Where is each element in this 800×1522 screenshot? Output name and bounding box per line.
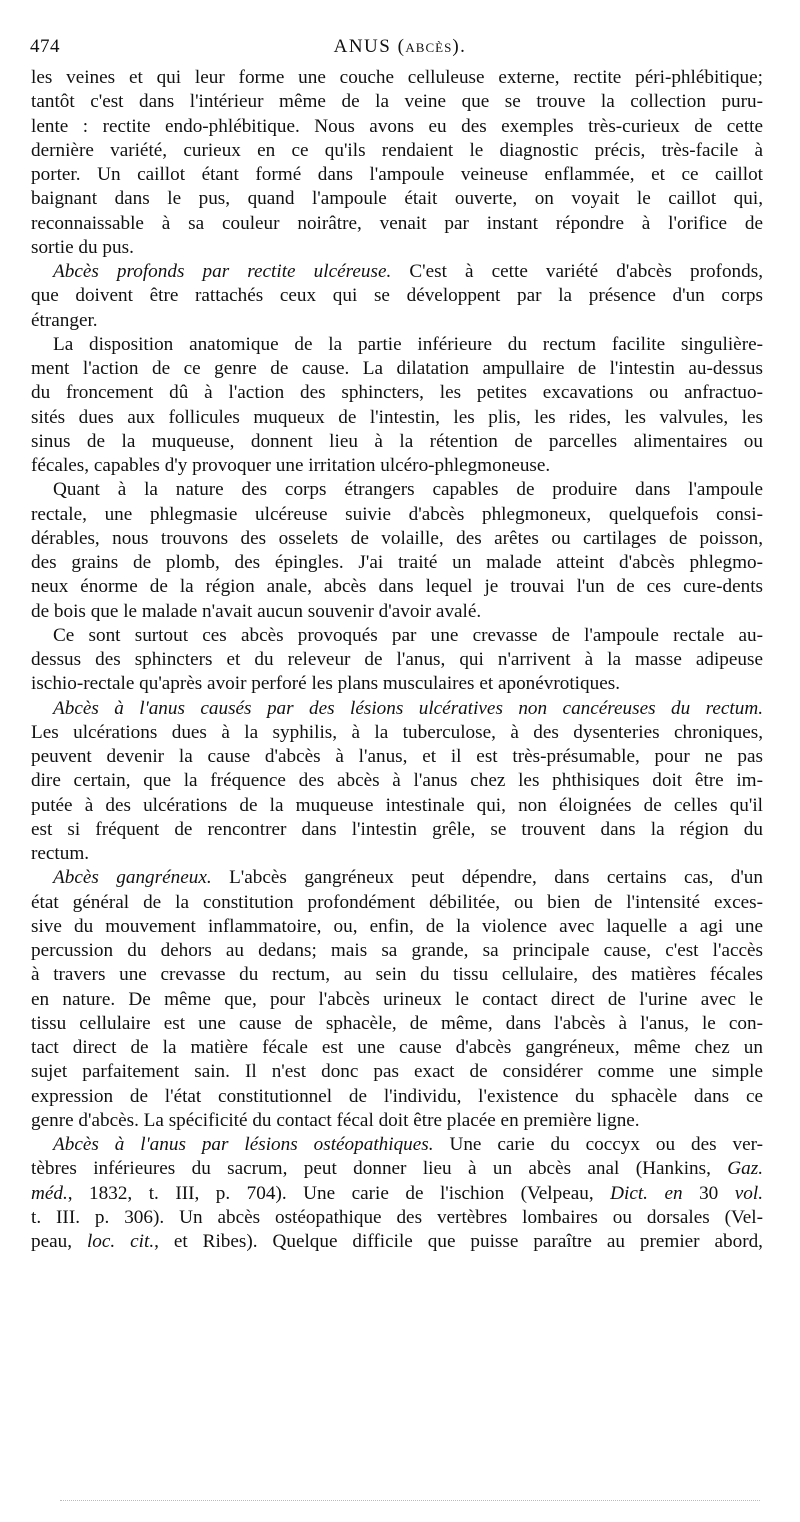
text-line: Ce sont surtout ces abcès provoqués par une crevasse de l'ampoule rectale au-: [53, 624, 763, 646]
text-line: La disposition anatomique de la partie inférieure du rectum facilite singulière-: [53, 333, 763, 355]
text-line: tact direct de la matière fécale est une cause d'abcès gangréneux, même chez un: [31, 1037, 763, 1058]
text-line: état général de la constitution profondément débilitée, ou bien de l'intensité exces-: [31, 891, 763, 913]
text-line: peuvent devenir la cause d'abcès à l'anus, et il est très-présumable, pour ne pas: [31, 746, 763, 767]
citation-italic: Gaz.: [727, 1158, 763, 1180]
section-heading-gangrenous: Abcès gangréneux.: [53, 867, 212, 889]
text-segment: , 1832, t. III, p. 704). Une carie de l'ischion (Velpeau,: [67, 1182, 611, 1204]
text-line: ment l'action de ce genre de cause. La dilatation ampullaire de l'intestin au-dessus: [31, 358, 763, 379]
citation-italic: vol.: [734, 1182, 763, 1204]
text-line: percussion du dehors au dedans; mais sa grande, sa principale cause, c'est l'accès: [31, 940, 763, 961]
section-heading-osteopathic: Abcès à l'anus par lésions ostéopathiques.: [53, 1134, 434, 1155]
section-heading-line: [31, 866, 763, 890]
section-heading-ulcerative: Abcès à l'anus causés par des lésions ulcératives non cancéreuses du rectum.: [53, 697, 763, 719]
text-line: reconnaissable à sa couleur noirâtre, venait par instant répondre à l'orifice de: [31, 212, 763, 234]
text-segment: peau,: [31, 1231, 87, 1252]
text-line: en nature. De même que, pour l'abcès urineux le contact direct de l'urine avec le: [31, 988, 763, 1010]
text-segment: Une carie du coccyx ou des ver-: [433, 1134, 763, 1155]
text-line: du froncement dû à l'action des sphincters, les petites excavations ou anfractuo-: [31, 382, 763, 404]
text-line: rectale, une phlegmasie ulcéreuse suivie d'abcès phlegmoneux, quelquefois consi-: [31, 503, 763, 525]
citation-italic: loc. cit.: [86, 1231, 155, 1252]
text-line: sive du mouvement inflammatoire, ou, enfin, de la violence avec laquelle a agi une: [31, 915, 763, 937]
text-line: que doivent être rattachés ceux qui se développent par la présence d'un corps: [31, 285, 763, 307]
running-head-main: ANUS (: [333, 36, 406, 57]
page-header: [30, 36, 770, 64]
section-heading-deep-abscess: Abcès profonds par rectite ulcéreuse.: [53, 261, 392, 282]
section-heading-line: [31, 260, 763, 284]
text-line: à travers une crevasse du rectum, au sein du tissu cellulaire, des matières fécales: [31, 964, 763, 986]
text-line: de bois que le malade n'avait aucun souvenir d'avoir avalé.: [31, 600, 482, 622]
citation-italic: Dict. en: [610, 1182, 683, 1204]
text-line: [31, 1157, 763, 1181]
text-line: Quant à la nature des corps étrangers capables de produire dans l'ampoule: [53, 479, 763, 501]
body-text: [31, 66, 763, 1254]
text-line: porter. Un caillot étant formé dans l'ampoule veineuse enflammée, et ce caillot: [31, 164, 763, 185]
text-line: t. III. p. 306). Un abcès ostéopathique des vertèbres lombaires ou dorsales (Vel-: [31, 1206, 763, 1228]
text-line: tantôt c'est dans l'intérieur même de la veine que se trouve la collection puru-: [31, 91, 763, 113]
text-line: baignant dans le pus, quand l'ampoule était ouverte, on voyait le caillot qui,: [31, 188, 763, 210]
text-line: étranger.: [31, 309, 98, 331]
section-heading-line: [31, 1133, 763, 1157]
text-line: lente : rectite endo-phlébitique. Nous avons eu des exemples très-curieux de cette: [31, 115, 763, 137]
running-head: [30, 36, 770, 58]
text-line: neux énorme de la région anale, abcès dans lequel je trouvai l'un de ces cure-dents: [31, 576, 763, 598]
running-head-small-caps: ABCÈS: [405, 40, 453, 55]
citation-italic: méd.: [31, 1182, 68, 1204]
text-line: fécales, capables d'y provoquer une irritation ulcéro-phlegmoneuse.: [31, 455, 551, 476]
text-line: sortie du pus.: [31, 236, 134, 258]
text-line: dernière variété, curieux en ce qu'ils rendaient le diagnostic précis, très-facile à: [31, 139, 763, 161]
footer-scan-marks: [60, 1500, 760, 1503]
text-line: dessus des sphincters et du releveur de l'anus, qui n'arrivent à la masse adipeuse: [31, 649, 763, 670]
text-line: les veines et qui leur forme une couche celluleuse externe, rectite péri-phlébitique;: [31, 67, 763, 88]
text-line: [31, 1230, 763, 1254]
text-line: sités dues aux follicules muqueux de l'intestin, les plis, les rides, les valvules, les: [31, 406, 763, 428]
text-line: expression de l'état constitutionnel de l'individu, l'existence du sphacèle dans ce: [31, 1085, 763, 1107]
text-line: dire certain, que la fréquence des abcès à l'anus chez les phthisiques doit être im-: [31, 770, 763, 792]
text-line: rectum.: [31, 843, 90, 864]
running-head-close: ).: [452, 36, 467, 57]
text-segment: , et Ribes). Quelque difficile que puisse paraître au premier abord,: [154, 1231, 763, 1252]
text-line: ischio-rectale qu'après avoir perforé les plans musculaires et aponévrotiques.: [31, 673, 620, 695]
text-segment: 30: [682, 1182, 735, 1204]
text-segment: L'abcès gangréneux peut dépendre, dans certains cas, d'un: [211, 867, 763, 889]
text-segment: C'est à cette variété d'abcès profonds,: [391, 261, 763, 282]
text-line: genre d'abcès. La spécificité du contact fécal doit être placée en première ligne.: [31, 1109, 640, 1131]
text-line: sujet parfaitement sain. Il n'est donc pas exact de considérer comme une simple: [31, 1061, 763, 1083]
text-line: [31, 1182, 763, 1206]
text-line: des grains de plomb, des épingles. J'ai traité un malade atteint d'abcès phlegmo-: [31, 552, 763, 573]
text-line: est si fréquent de rencontrer dans l'intestin grêle, se trouvent dans la région du: [31, 818, 763, 840]
text-line: tissu cellulaire est une cause de sphacèle, de même, dans l'abcès à l'anus, le con-: [31, 1012, 763, 1034]
text-line: putée à des ulcérations de la muqueuse intestinale qui, non éloignées de celles qu'il: [31, 794, 763, 816]
text-line: Les ulcérations dues à la syphilis, à la tuberculose, à des dysenteries chroniques,: [31, 721, 763, 743]
page-number: 474: [30, 36, 60, 57]
text-line: dérables, nous trouvons des osselets de volaille, des arêtes ou cartilages de poisson,: [31, 527, 763, 549]
text-line: sinus de la muqueuse, donnent lieu à la rétention de parcelles alimentaires ou: [31, 430, 763, 452]
text-segment: tèbres inférieures du sacrum, peut donner lieu à un abcès anal (Hankins,: [31, 1158, 728, 1180]
